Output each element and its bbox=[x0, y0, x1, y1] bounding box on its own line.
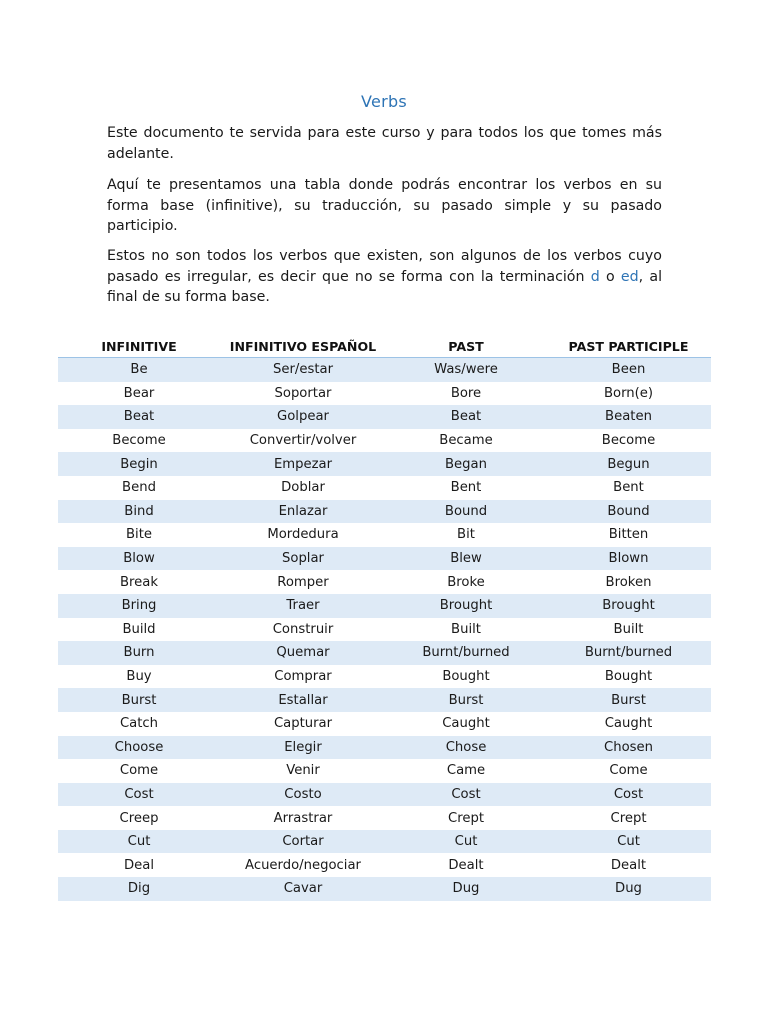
table-row bbox=[58, 382, 711, 406]
cell-infinitive: Blow bbox=[58, 547, 220, 571]
cell-infinitivo-espanol: Cavar bbox=[220, 877, 386, 901]
cell-infinitivo-espanol: Estallar bbox=[220, 688, 386, 712]
verbs-table bbox=[58, 335, 711, 901]
cell-infinitive: Cost bbox=[58, 783, 220, 807]
cell-past: Became bbox=[386, 429, 546, 453]
cell-past: Dug bbox=[386, 877, 546, 901]
cell-past: Burnt/burned bbox=[386, 641, 546, 665]
cell-infinitive: Break bbox=[58, 570, 220, 594]
table-row bbox=[58, 759, 711, 783]
cell-infinitive: Cut bbox=[58, 830, 220, 854]
suffix-ed: ed bbox=[620, 268, 639, 285]
cell-past-participle: Crept bbox=[546, 806, 711, 830]
table-row bbox=[58, 405, 711, 429]
cell-infinitive: Catch bbox=[58, 712, 220, 736]
cell-infinitive: Burn bbox=[58, 641, 220, 665]
cell-infinitive: Buy bbox=[58, 665, 220, 689]
cell-past: Dealt bbox=[386, 853, 546, 877]
table-row bbox=[58, 358, 711, 382]
cell-past-participle: Blown bbox=[546, 547, 711, 571]
cell-infinitive: Build bbox=[58, 618, 220, 642]
cell-infinitivo-espanol: Venir bbox=[220, 759, 386, 783]
cell-past: Crept bbox=[386, 806, 546, 830]
cell-infinitivo-espanol: Enlazar bbox=[220, 500, 386, 524]
cell-infinitivo-espanol: Comprar bbox=[220, 665, 386, 689]
cell-past: Bore bbox=[386, 382, 546, 406]
cell-past-participle: Chosen bbox=[546, 736, 711, 760]
table-row bbox=[58, 641, 711, 665]
table-row bbox=[58, 712, 711, 736]
cell-past-participle: Bitten bbox=[546, 523, 711, 547]
cell-infinitivo-espanol: Elegir bbox=[220, 736, 386, 760]
cell-past-participle: Cost bbox=[546, 783, 711, 807]
cell-past-participle: Born(e) bbox=[546, 382, 711, 406]
table-row bbox=[58, 429, 711, 453]
intro-paragraph: Este documento te servida para este curso y para todos los que tomes más adelante. bbox=[107, 125, 662, 162]
irregular-note-paragraph bbox=[107, 246, 662, 308]
cell-infinitivo-espanol: Costo bbox=[220, 783, 386, 807]
cell-infinitive: Bite bbox=[58, 523, 220, 547]
cell-past: Beat bbox=[386, 405, 546, 429]
cell-infinitivo-espanol: Mordedura bbox=[220, 523, 386, 547]
cell-infinitivo-espanol: Romper bbox=[220, 570, 386, 594]
cell-past-participle: Built bbox=[546, 618, 711, 642]
cell-infinitive: Come bbox=[58, 759, 220, 783]
cell-past: Came bbox=[386, 759, 546, 783]
table-row bbox=[58, 830, 711, 854]
cell-past: Bound bbox=[386, 500, 546, 524]
table-row bbox=[58, 853, 711, 877]
table-header-row bbox=[58, 335, 711, 358]
table-row bbox=[58, 665, 711, 689]
note-text-end: , al final de su forma base. bbox=[107, 268, 663, 305]
cell-past-participle: Become bbox=[546, 429, 711, 453]
cell-infinitivo-espanol: Soplar bbox=[220, 547, 386, 571]
cell-infinitive: Bind bbox=[58, 500, 220, 524]
cell-past-participle: Caught bbox=[546, 712, 711, 736]
cell-past: Burst bbox=[386, 688, 546, 712]
cell-past: Was/were bbox=[386, 358, 546, 382]
cell-infinitivo-espanol: Capturar bbox=[220, 712, 386, 736]
table-row bbox=[58, 618, 711, 642]
cell-past: Chose bbox=[386, 736, 546, 760]
cell-past-participle: Dealt bbox=[546, 853, 711, 877]
cell-past-participle: Burst bbox=[546, 688, 711, 712]
cell-past-participle: Dug bbox=[546, 877, 711, 901]
note-text-or: o bbox=[599, 268, 621, 285]
verbs-table-body bbox=[58, 358, 711, 901]
header-infinitivo-espanol: INFINITIVO ESPAÑOL bbox=[220, 335, 386, 358]
cell-infinitive: Begin bbox=[58, 452, 220, 476]
cell-past: Cost bbox=[386, 783, 546, 807]
cell-past: Began bbox=[386, 452, 546, 476]
cell-infinitive: Bear bbox=[58, 382, 220, 406]
cell-past: Bit bbox=[386, 523, 546, 547]
table-row bbox=[58, 452, 711, 476]
cell-infinitive: Choose bbox=[58, 736, 220, 760]
cell-past-participle: Cut bbox=[546, 830, 711, 854]
table-row bbox=[58, 570, 711, 594]
cell-past-participle: Begun bbox=[546, 452, 711, 476]
table-row bbox=[58, 806, 711, 830]
header-past: PAST bbox=[386, 335, 546, 358]
cell-infinitivo-espanol: Quemar bbox=[220, 641, 386, 665]
cell-past: Built bbox=[386, 618, 546, 642]
cell-infinitivo-espanol: Soportar bbox=[220, 382, 386, 406]
table-row bbox=[58, 523, 711, 547]
cell-infinitive: Burst bbox=[58, 688, 220, 712]
header-past-participle: PAST PARTICIPLE bbox=[546, 335, 711, 358]
cell-past: Brought bbox=[386, 594, 546, 618]
cell-past: Caught bbox=[386, 712, 546, 736]
table-row bbox=[58, 783, 711, 807]
suffix-d: d bbox=[590, 268, 600, 285]
cell-past: Cut bbox=[386, 830, 546, 854]
cell-infinitive: Deal bbox=[58, 853, 220, 877]
table-row bbox=[58, 500, 711, 524]
cell-infinitivo-espanol: Doblar bbox=[220, 476, 386, 500]
cell-past-participle: Beaten bbox=[546, 405, 711, 429]
cell-past-participle: Brought bbox=[546, 594, 711, 618]
cell-infinitive: Creep bbox=[58, 806, 220, 830]
cell-infinitive: Bring bbox=[58, 594, 220, 618]
note-text-start: Estos no son todos los verbos que existen, son algunos de los verbos cuyo pasado es irregular, es decir que no se forma con la terminación bbox=[107, 248, 662, 285]
cell-infinitivo-espanol: Convertir/volver bbox=[220, 429, 386, 453]
cell-infinitivo-espanol: Traer bbox=[220, 594, 386, 618]
table-row bbox=[58, 736, 711, 760]
cell-infinitivo-espanol: Ser/estar bbox=[220, 358, 386, 382]
cell-past: Broke bbox=[386, 570, 546, 594]
table-row bbox=[58, 594, 711, 618]
cell-infinitivo-espanol: Cortar bbox=[220, 830, 386, 854]
table-row bbox=[58, 547, 711, 571]
cell-past-participle: Broken bbox=[546, 570, 711, 594]
cell-infinitive: Beat bbox=[58, 405, 220, 429]
cell-past-participle: Been bbox=[546, 358, 711, 382]
cell-infinitive: Dig bbox=[58, 877, 220, 901]
cell-infinitive: Become bbox=[58, 429, 220, 453]
table-description-paragraph: Aquí te presentamos una tabla donde podrás encontrar los verbos en su forma base (infinitive), su traducción, su pasado simple y su pasado participio. bbox=[107, 177, 662, 234]
cell-past-participle: Bent bbox=[546, 476, 711, 500]
table-row bbox=[58, 476, 711, 500]
cell-past-participle: Burnt/burned bbox=[546, 641, 711, 665]
cell-infinitivo-espanol: Golpear bbox=[220, 405, 386, 429]
document-title: Verbs bbox=[360, 92, 408, 111]
cell-past-participle: Bound bbox=[546, 500, 711, 524]
header-infinitive: INFINITIVE bbox=[58, 335, 220, 358]
cell-infinitivo-espanol: Acuerdo/negociar bbox=[220, 853, 386, 877]
cell-past: Bought bbox=[386, 665, 546, 689]
cell-infinitive: Bend bbox=[58, 476, 220, 500]
cell-infinitive: Be bbox=[58, 358, 220, 382]
cell-infinitivo-espanol: Arrastrar bbox=[220, 806, 386, 830]
table-row bbox=[58, 877, 711, 901]
cell-infinitivo-espanol: Empezar bbox=[220, 452, 386, 476]
cell-past: Bent bbox=[386, 476, 546, 500]
cell-past: Blew bbox=[386, 547, 546, 571]
cell-past-participle: Bought bbox=[546, 665, 711, 689]
cell-infinitivo-espanol: Construir bbox=[220, 618, 386, 642]
table-row bbox=[58, 688, 711, 712]
cell-past-participle: Come bbox=[546, 759, 711, 783]
